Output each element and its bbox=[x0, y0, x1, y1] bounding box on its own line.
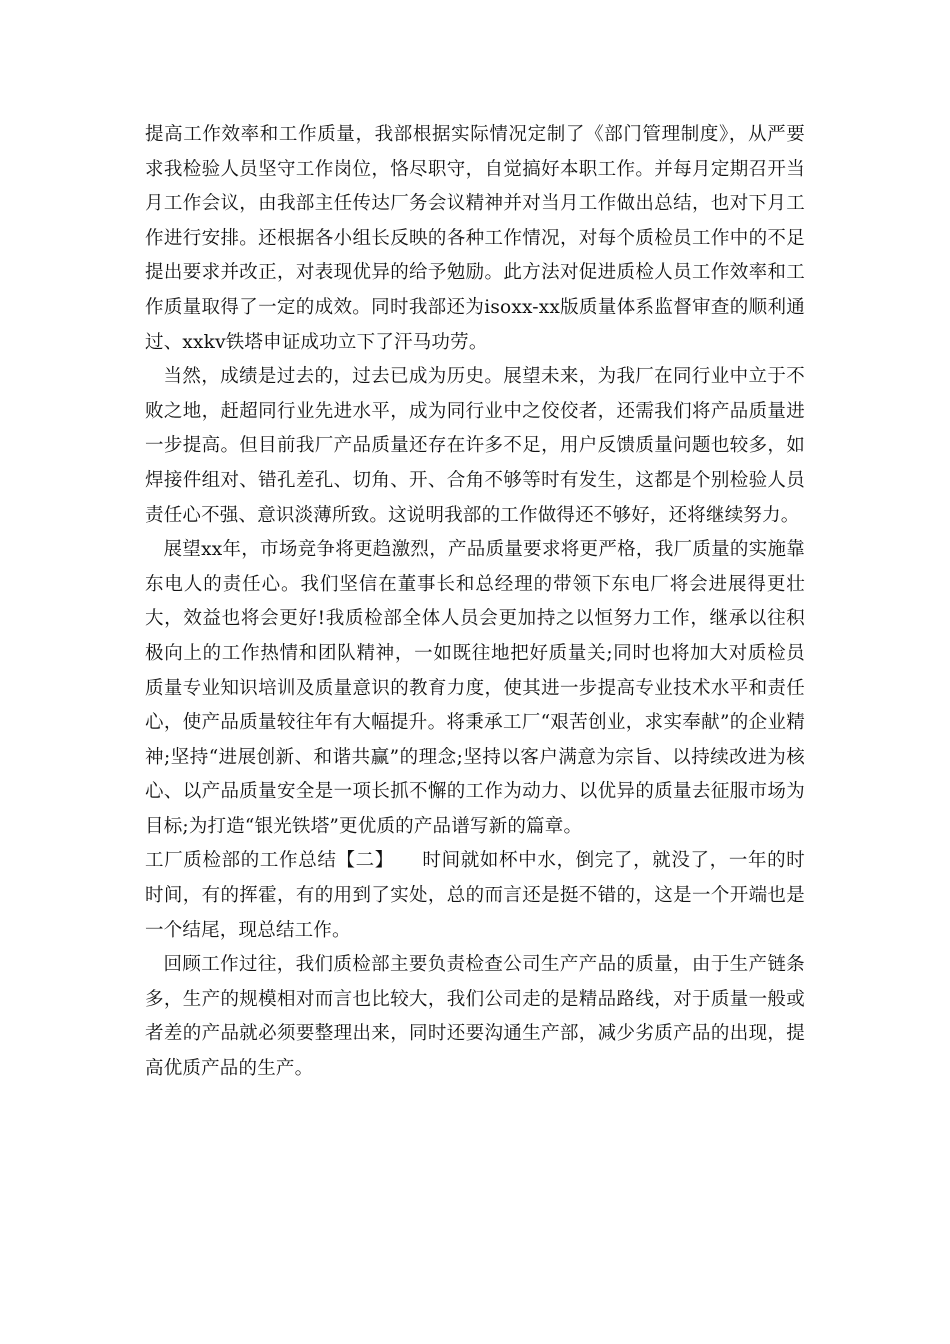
paragraph-future-outlook: 展望xx年，市场竞争将更趋激烈，产品质量要求将更严格，我厂质量的实施靠东电人的责任心。我们坚信在董事长和总经理的带领下东电厂将会进展得更壮大，效益也将会更好!我质检部全体人员会更加持之以恒努力工作，继承以往积极向上的工作热情和团队精神，一如既往地把好质量关;同时也将加大对质检员质量专业知识培训及质量意识的教育力度，使其进一步提高专业技术水平和责任心，使产品质量较往年有大幅提升。将秉承工厂“艰苦创业，求实奉献”的企业精神;坚持“进展创新、和谐共赢”的理念;坚持以客户满意为宗旨、以持续改进为核心、以产品质量安全是一项长抓不懈的工作为动力、以优异的质量去征服市场为目标;为打造“银光铁塔”更优质的产品谱写新的篇章。 bbox=[145, 539, 805, 837]
document-body bbox=[145, 118, 805, 1087]
section-intro: 时间就如杯中水，倒完了，就没了，一年的时时间，有的挥霍，有的用到了实处，总的而言还是挺不错的，这是一个开端也是一个结尾，现总结工作。 bbox=[145, 850, 805, 941]
paragraph-review-work: 回顾工作过往，我们质检部主要负责检查公司生产产品的质量，由于生产链条多，生产的规模相对而言也比较大，我们公司走的是精品路线，对于质量一般或者差的产品就必须要整理出来，同时还要沟通生产部，减少劣质产品的出现，提高优质产品的生产。 bbox=[145, 954, 805, 1080]
section-two-heading-line bbox=[145, 844, 805, 948]
paragraph-looking-ahead: 当然，成绩是过去的，过去已成为历史。展望未来，为我厂在同行业中立于不败之地，赶超同行业先进水平，成为同行业中之佼佼者，还需我们将产品质量进一步提高。但目前我厂产品质量还存在许多不足，用户反馈质量问题也较多，如焊接件组对、错孔差孔、切角、开、合角不够等时有发生，这都是个别检验人员责任心不强、意识淡薄所致。这说明我部的工作做得还不够好，还将继续努力。 bbox=[145, 366, 805, 526]
paragraph-work-efficiency: 提高工作效率和工作质量，我部根据实际情况定制了《部门管理制度》，从严要求我检验人员坚守工作岗位，恪尽职守，自觉搞好本职工作。并每月定期召开当月工作会议，由我部主任传达厂务会议精神并对当月工作做出总结，也对下月工作进行安排。还根据各小组长反映的各种工作情况，对每个质检员工作中的不足提出要求并改正，对表现优异的给予勉励。此方法对促进质检人员工作效率和工作质量取得了一定的成效。同时我部还为isoxx-xx版质量体系监督审查的顺利通过、xxkv铁塔申证成功立下了汗马功劳。 bbox=[145, 124, 805, 353]
section-title: 工厂质检部的工作总结【二】 bbox=[145, 850, 394, 872]
